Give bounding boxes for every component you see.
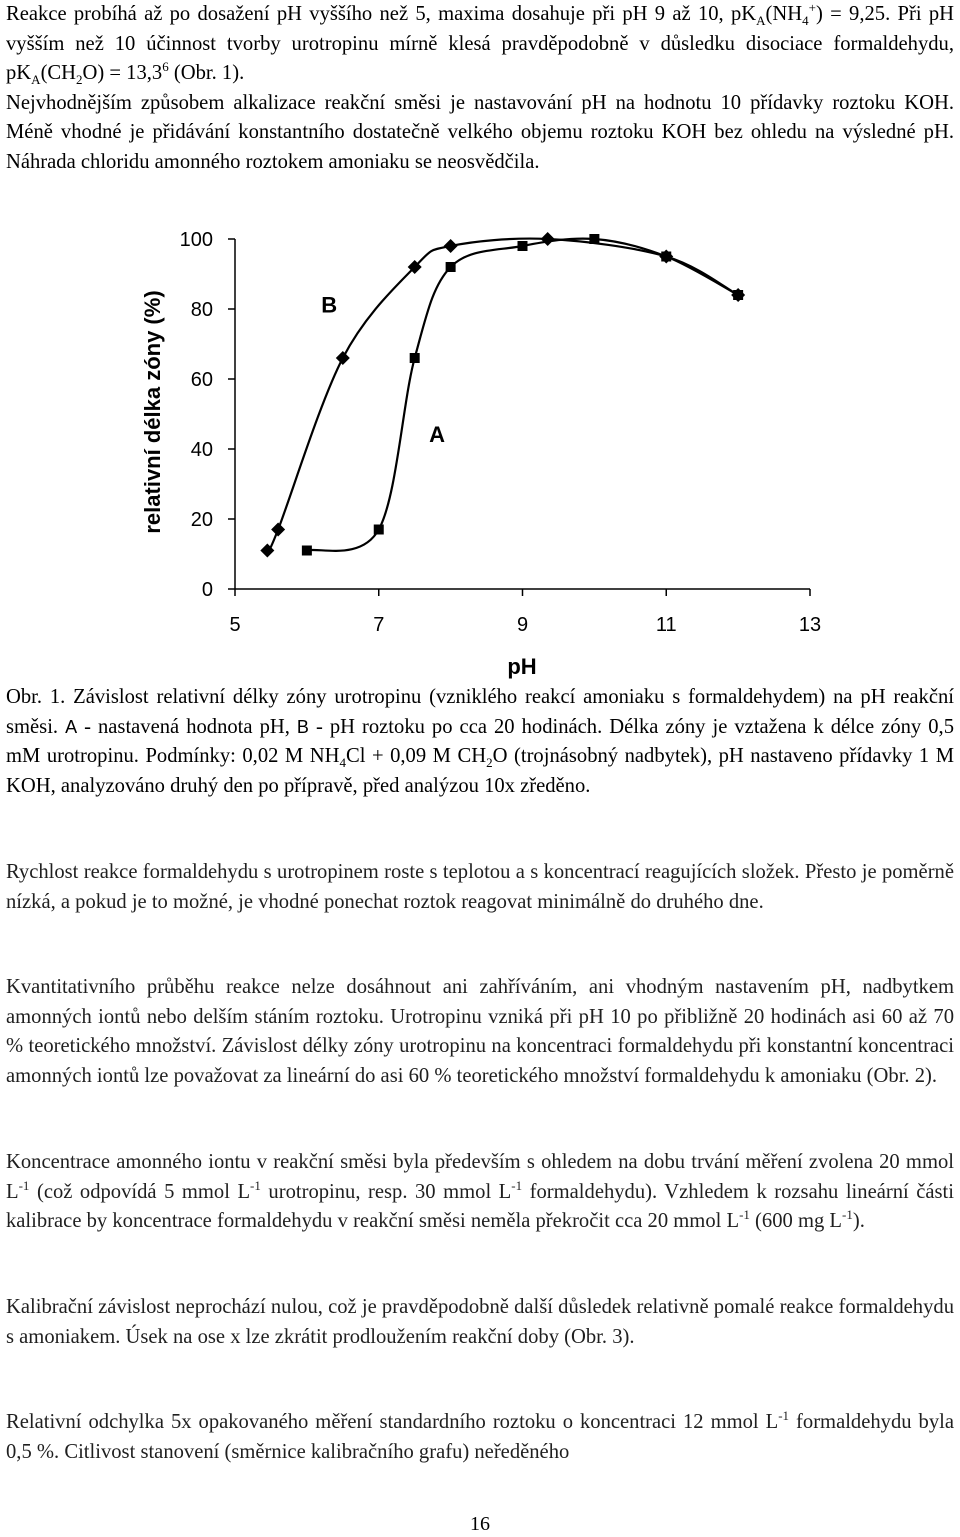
text-run: Relativní odchylka 5x opakovaného měření standardního roztoku o koncentraci 12 mmol L: [6, 1411, 779, 1433]
paragraph-deviation: [6, 1408, 954, 1467]
x-tick-label: 5: [229, 614, 241, 636]
x-tick-label: 7: [373, 614, 385, 636]
subscript: 4: [339, 755, 346, 771]
data-point-square: [410, 353, 420, 363]
intro-paragraph: [6, 0, 954, 177]
y-tick-label: 20: [190, 509, 213, 531]
y-axis-label: relativní délka zóny (%): [140, 290, 165, 534]
series-b-line: [267, 239, 738, 551]
subscript: A: [31, 72, 41, 88]
x-tick-label: 9: [516, 614, 529, 636]
text-run: urotropinu, resp. 30 mmol L: [260, 1180, 512, 1203]
y-tick-label: 60: [190, 369, 213, 391]
text-run: (Obr. 1).: [168, 62, 245, 84]
x-tick-label: 11: [655, 614, 677, 636]
paragraph-reaction-rate: Rychlost reakce formaldehydu s urotropinem roste s teplotou a s koncentrací reagujících složek. Přesto je poměrně nízká, a pokud je to možné, je vhodné ponechat roztok reagovat minimálně do druhého dne.: [6, 861, 954, 913]
citation-superscript: 6: [162, 59, 169, 75]
text-run: (což odpovídá 5 mmol L: [29, 1180, 251, 1203]
superscript: -1: [250, 1177, 261, 1193]
series-b-label: B: [296, 716, 309, 737]
superscript: -1: [18, 1177, 30, 1193]
subscript: A: [756, 13, 766, 29]
subscript: 4: [802, 13, 809, 29]
data-point-square: [518, 241, 528, 251]
text-run: ).: [852, 1210, 865, 1232]
series-a-line: [307, 239, 738, 551]
superscript: -1: [511, 1177, 523, 1193]
text-run: (NH: [765, 3, 803, 25]
paragraph-concentration: [6, 1148, 954, 1237]
text-run: - pH roztoku po cca 20 hodinách. Délka zóny je vztažena k délce zóny 0,5 mM urotropinu. Podmínky: 0,02 M NH: [6, 715, 954, 767]
superscript: +: [808, 0, 816, 16]
text-run: O) = 13,3: [82, 62, 163, 84]
superscript: -1: [739, 1207, 750, 1223]
data-point-diamond: [336, 351, 350, 365]
text-run: formaldehydu). Vzhledem k rozsahu lineární části kalibrace by koncentrace formaldehydu v reakční směsi neměla překročit cca 20 mmol L: [6, 1180, 954, 1232]
text-run: (CH: [40, 62, 77, 84]
chart-ticks: [180, 229, 822, 636]
text-run: ) = 9,25. Při pH vyšším než 10 účinnost tvorby urotropinu mírně klesá pravděpodobně v důsledku disociace formaldehydu, pK: [6, 3, 954, 84]
text-run: (600 mg L: [749, 1210, 842, 1232]
y-tick-label: 40: [190, 439, 213, 461]
series-a: [302, 234, 743, 556]
subscript: 2: [76, 72, 83, 88]
superscript: -1: [842, 1207, 853, 1223]
series-b: [260, 232, 745, 558]
data-point-square: [302, 546, 312, 556]
data-point-diamond: [271, 523, 285, 537]
series-annotation-a: A: [429, 422, 445, 447]
figure-caption: [6, 683, 954, 801]
paragraph-calibration: Kalibrační závislost neprochází nulou, což je pravděpodobně další důsledek relativně pomalé reakce formaldehydu s amoniakem. Úsek na ose x lze zkrátit prodloužením reakční doby (Obr. 3).: [6, 1296, 954, 1348]
page-number: 16: [470, 1513, 490, 1535]
y-tick-label: 0: [201, 579, 213, 601]
text-run: Nejvhodnějším způsobem alkalizace reakční směsi je nastavování pH na hodnotu 10 přídavky roztoku KOH. Méně vhodné je přidávání konstantního dostatečně velkého objemu roztoku KOH bez ohledu na výsledné pH. Náhrada chloridu amonného roztokem amoniaku se neosvědčila.: [6, 91, 954, 173]
text-run: Reakce probíhá až po dosažení pH vyššího než 5, maxima dosahuje při pH 9 až 10, pK: [6, 3, 757, 25]
series-annotation-b: B: [321, 292, 338, 318]
text-run: Cl + 0,09 M CH: [346, 745, 487, 767]
text-run: O (trojnásobný nadbytek), pH nastaveno přídavky 1 M KOH, analyzováno druhý den po přípravě, před analýzou 10x zředěno.: [6, 745, 955, 797]
paragraph-quantitative: Kvantitativního průběhu reakce nelze dosáhnout ani zahříváním, ani vhodným nastavením pH, nadbytkem amonných iontů nebo delším stáním roztoku. Urotropinu vzniká při pH 10 po přibližně 20 hodinách asi 60 až 70 % teoretického množství. Závislost délky zóny urotropinu na koncentraci formaldehydu při konstantní koncentraci amonných iontů lze považovat za lineární do asi 60 % teoretického množství formaldehydu k amoniaku (Obr. 2).: [6, 976, 954, 1087]
chart-axes: [235, 239, 810, 589]
y-tick-label: 100: [179, 229, 213, 251]
data-point-square: [446, 262, 456, 272]
data-point-diamond: [541, 232, 555, 246]
x-tick-label: 13: [798, 614, 822, 636]
figure-1-chart: [130, 222, 830, 684]
chart-series: [260, 232, 745, 558]
text-run: Koncentrace amonného iontu v reakční směsi byla především s ohledem na dobu trvání měření zvolena 20 mmol L: [6, 1151, 954, 1203]
x-axis-label: pH: [507, 654, 537, 679]
series-a-label: A: [65, 716, 78, 737]
data-point-diamond: [444, 239, 458, 253]
text-run: - nastavená hodnota pH,: [77, 715, 297, 738]
superscript: -1: [778, 1408, 790, 1424]
subscript: 2: [486, 755, 493, 771]
y-tick-label: 80: [190, 299, 213, 321]
text-run: formaldehydu byla 0,5 %. Citlivost stanovení (směrnice kalibračního grafu) neředěného: [6, 1411, 954, 1463]
text-run: Obr. 1. Závislost relativní délky zóny urotropinu (vzniklého reakcí amoniaku s formaldehydem) na pH reakční směsi.: [6, 686, 954, 738]
data-point-square: [374, 525, 384, 535]
